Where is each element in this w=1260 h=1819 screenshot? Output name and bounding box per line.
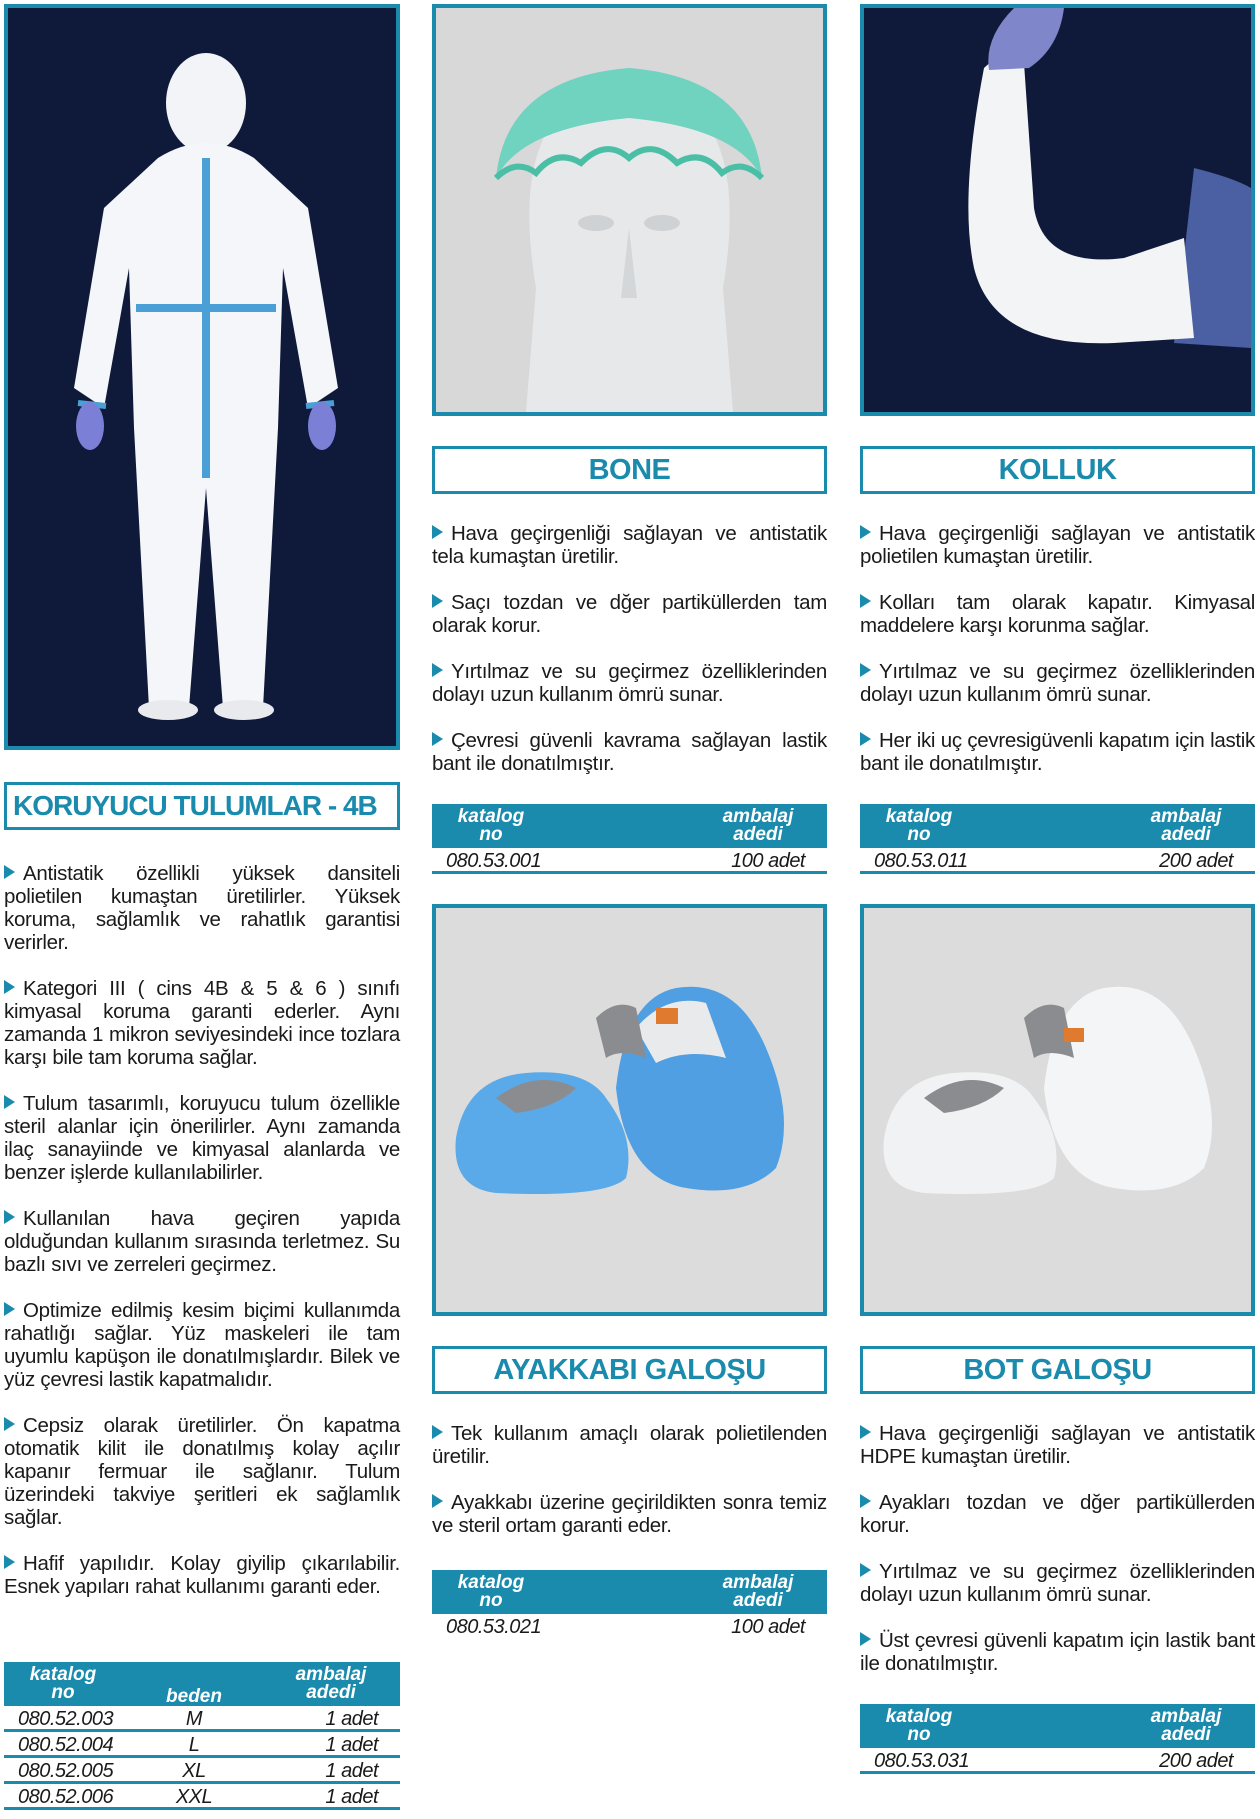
- coverall-photo: [4, 4, 400, 750]
- header-no: no: [907, 1724, 931, 1745]
- boot-cover-table: [860, 1704, 1255, 1774]
- cell-katalog: 080.52.006: [18, 1786, 114, 1808]
- header-katalog-no: [18, 1666, 108, 1702]
- header-ambalaj-adedi: [1131, 808, 1241, 844]
- sleeve-bullet: [860, 522, 1255, 568]
- cap-bullet-text: Saçı tozdan ve dğer partiküllerden tam olarak korur.: [432, 591, 827, 637]
- coverall-bullet-text: Tulum tasarımlı, koruyucu tulum özellikle steril alanlar için önerilirler. Aynı zamanda ilaç sanayiinde ve kimyasal alanlarda ve benzer işlerde kullanılabilirler.: [4, 1092, 400, 1184]
- coverall-suit-photo-icon: [8, 8, 396, 746]
- cell-katalog: 080.53.011: [874, 850, 968, 872]
- arrow-icon: [860, 732, 871, 746]
- white-boot-cover-photo-icon: [864, 908, 1251, 1312]
- boot-cover-bullet: [860, 1491, 1255, 1537]
- coverall-bullet: [4, 977, 400, 1069]
- sleeve-bullet-text: Yırtılmaz ve su geçirmez özelliklerinden dolayı uzun kullanım ömrü sunar.: [860, 660, 1255, 706]
- cap-title: BONE: [432, 446, 827, 494]
- coverall-bullet: [4, 1207, 400, 1276]
- cell-ambalaj: 1 adet: [325, 1708, 378, 1730]
- arrow-icon: [860, 1563, 871, 1577]
- boot-cover-bullet: [860, 1629, 1255, 1675]
- sleeve-table: [860, 804, 1255, 874]
- shoe-cover-bullet-text: Ayakkabı üzerine geçirildikten sonra temiz ve steril ortam garanti eder.: [432, 1491, 827, 1537]
- boot-cover-bullet-text: Üst çevresi güvenli kapatım için lastik bant ile donatılmıştır.: [860, 1629, 1255, 1675]
- table-row: [4, 1784, 400, 1810]
- sleeve-photo: [860, 4, 1255, 416]
- cap-bullet: [432, 729, 827, 775]
- shoe-cover-table: [432, 1570, 827, 1640]
- cell-beden: XXL: [175, 1786, 213, 1808]
- header-ambalaj-adedi: [1131, 1708, 1241, 1744]
- header-katalog-no: [874, 1708, 964, 1744]
- header-katalog-no: [446, 1574, 536, 1610]
- header-no: no: [907, 824, 931, 845]
- header-adedi: adedi: [733, 824, 783, 845]
- cap-bullet: [432, 660, 827, 706]
- coverall-bullets: [4, 862, 400, 1621]
- coverall-bullet-text: Hafif yapılıdır. Kolay giyilip çıkarılabilir. Esnek yapıları rahat kullanımı garanti eder.: [4, 1552, 400, 1598]
- cap-bullet-text: Çevresi güvenli kavrama sağlayan lastik bant ile donatılmıştır.: [432, 729, 827, 775]
- boot-cover-bullets: [860, 1422, 1255, 1698]
- arrow-icon: [432, 525, 443, 539]
- table-row: [4, 1732, 400, 1758]
- boot-cover-bullet-text: Ayakları tozdan ve dğer partiküllerden korur.: [860, 1491, 1255, 1537]
- cap-bullet-text: Yırtılmaz ve su geçirmez özelliklerinden dolayı uzun kullanım ömrü sunar.: [432, 660, 827, 706]
- arrow-icon: [4, 980, 15, 994]
- coverall-bullet: [4, 1414, 400, 1529]
- boot-cover-photo: [860, 904, 1255, 1316]
- cap-photo: [432, 4, 827, 416]
- arrow-icon: [432, 663, 443, 677]
- cell-ambalaj: 100 adet: [731, 1616, 805, 1638]
- arrow-icon: [432, 732, 443, 746]
- sleeve-bullet-text: Hava geçirgenliği sağlayan ve antistatik polietilen kumaştan üretilir.: [860, 522, 1255, 568]
- cell-katalog: 080.53.001: [446, 850, 542, 872]
- cell-ambalaj: 1 adet: [325, 1734, 378, 1756]
- shoe-cover-photo: [432, 904, 827, 1316]
- coverall-bullet-text: Kategori III ( cins 4B & 5 & 6 ) sınıfı kimyasal koruma garanti ederler. Aynı zamanda 1 mikron seviyesindeki ince tozlara karşı bile tam koruma sağlar.: [4, 977, 400, 1069]
- header-katalog: katalog: [457, 1572, 525, 1593]
- header-ambalaj: ambalaj: [295, 1664, 367, 1685]
- header-katalog: katalog: [885, 806, 953, 827]
- cap-bullets: [432, 522, 827, 798]
- arrow-icon: [860, 525, 871, 539]
- cell-ambalaj: 100 adet: [731, 850, 805, 872]
- arrow-icon: [4, 1210, 15, 1224]
- table-row: [4, 1758, 400, 1784]
- boot-cover-bullet-text: Yırtılmaz ve su geçirmez özelliklerinden dolayı uzun kullanım ömrü sunar.: [860, 1560, 1255, 1606]
- cap-table: [432, 804, 827, 874]
- header-ambalaj: ambalaj: [722, 1572, 794, 1593]
- coverall-bullet: [4, 1552, 400, 1598]
- arrow-icon: [4, 865, 15, 879]
- table-header: [432, 804, 827, 848]
- sleeve-title: KOLLUK: [860, 446, 1255, 494]
- sleeve-bullets: [860, 522, 1255, 798]
- coverall-bullet-text: Optimize edilmiş kesim biçimi kullanımda rahatlığı sağlar. Yüz maskeleri ile tam uyumlu kapüşon ile donatılmışlardır. Bilek ve yüz çevresi lastik kapatmalıdır.: [4, 1299, 400, 1391]
- boot-cover-title: BOT GALOŞU: [860, 1346, 1255, 1394]
- table-row: [860, 848, 1255, 874]
- arrow-icon: [860, 1632, 871, 1646]
- cell-katalog: 080.53.021: [446, 1616, 542, 1638]
- table-row: [432, 848, 827, 874]
- sleeve-bullet-text: Her iki uç çevresigüvenli kapatım için lastik bant ile donatılmıştır.: [860, 729, 1255, 775]
- coverall-bullet-text: Cepsiz olarak üretilirler. Ön kapatma otomatik kilit ile donatılmış kolay açılır kapanır fermuar ile sağlanır. Tulum üzerindeki takviye şeritleri ek sağlamlık sağlar.: [4, 1414, 400, 1529]
- boot-cover-bullet: [860, 1560, 1255, 1606]
- header-katalog-no: [874, 808, 964, 844]
- header-ambalaj-adedi: [276, 1666, 386, 1702]
- arrow-icon: [4, 1095, 15, 1109]
- header-ambalaj: ambalaj: [1150, 806, 1222, 827]
- cell-ambalaj: 200 adet: [1159, 850, 1233, 872]
- arrow-icon: [860, 1494, 871, 1508]
- coverall-bullet: [4, 1092, 400, 1184]
- header-no: no: [479, 824, 503, 845]
- header-katalog: katalog: [885, 1706, 953, 1727]
- arrow-icon: [4, 1555, 15, 1569]
- blue-shoe-cover-photo-icon: [436, 908, 823, 1312]
- arrow-icon: [860, 1425, 871, 1439]
- header-adedi: adedi: [733, 1590, 783, 1611]
- header-adedi: adedi: [1161, 824, 1211, 845]
- shoe-cover-title: AYAKKABI GALOŞU: [432, 1346, 827, 1394]
- header-katalog-no: [446, 808, 536, 844]
- coverall-bullet-text: Kullanılan hava geçiren yapıda olduğundan kullanım sırasında terletmez. Su bazlı sıvı ve zerreleri geçirmez.: [4, 1207, 400, 1276]
- cell-katalog: 080.52.004: [18, 1734, 114, 1756]
- cap-bullet: [432, 522, 827, 568]
- coverall-title: KORUYUCU TULUMLAR - 4B: [4, 782, 400, 830]
- cell-beden: L: [188, 1734, 200, 1756]
- header-adedi: adedi: [306, 1682, 356, 1703]
- sleeve-bullet: [860, 660, 1255, 706]
- cell-katalog: 080.52.003: [18, 1708, 114, 1730]
- shoe-cover-bullets: [432, 1422, 827, 1560]
- boot-cover-bullet: [860, 1422, 1255, 1468]
- arrow-icon: [432, 594, 443, 608]
- cell-ambalaj: 1 adet: [325, 1786, 378, 1808]
- sleeve-cover-photo-icon: [864, 8, 1251, 412]
- cell-katalog: 080.53.031: [874, 1750, 970, 1772]
- arrow-icon: [860, 663, 871, 677]
- arrow-icon: [860, 594, 871, 608]
- table-header: [432, 1570, 827, 1614]
- boot-cover-bullet-text: Hava geçirgenliği sağlayan ve antistatik HDPE kumaştan üretilir.: [860, 1422, 1255, 1468]
- header-ambalaj: ambalaj: [722, 806, 794, 827]
- header-beden: beden: [166, 1686, 222, 1707]
- header-ambalaj-adedi: [703, 808, 813, 844]
- coverall-bullet-text: Antistatik özellikli yüksek dansiteli polietilen kumaştan üretilirler. Yüksek koruma, sağlamlık ve rahatlık garantisi verirler.: [4, 862, 400, 954]
- sleeve-bullet: [860, 591, 1255, 637]
- shoe-cover-bullet: [432, 1422, 827, 1468]
- header-katalog: katalog: [457, 806, 525, 827]
- cell-beden: XL: [182, 1760, 206, 1782]
- coverall-bullet: [4, 1299, 400, 1391]
- table-header: [860, 804, 1255, 848]
- cap-bullet-text: Hava geçirgenliği sağlayan ve antistatik tela kumaştan üretilir.: [432, 522, 827, 568]
- cell-ambalaj: 1 adet: [325, 1760, 378, 1782]
- table-row: [432, 1614, 827, 1640]
- shoe-cover-bullet: [432, 1491, 827, 1537]
- sleeve-bullet: [860, 729, 1255, 775]
- cell-beden: M: [185, 1708, 203, 1730]
- table-header: [4, 1662, 400, 1706]
- table-row: [4, 1706, 400, 1732]
- table-header: [860, 1704, 1255, 1748]
- bouffant-cap-photo-icon: [436, 8, 823, 412]
- header-no: no: [479, 1590, 503, 1611]
- header-ambalaj: ambalaj: [1150, 1706, 1222, 1727]
- cell-katalog: 080.52.005: [18, 1760, 114, 1782]
- cell-ambalaj: 200 adet: [1159, 1750, 1233, 1772]
- cap-bullet: [432, 591, 827, 637]
- arrow-icon: [4, 1302, 15, 1316]
- arrow-icon: [432, 1494, 443, 1508]
- header-ambalaj-adedi: [703, 1574, 813, 1610]
- arrow-icon: [4, 1417, 15, 1431]
- sleeve-bullet-text: Kolları tam olarak kapatır. Kimyasal maddelere karşı korunma sağlar.: [860, 591, 1255, 637]
- shoe-cover-bullet-text: Tek kullanım amaçlı olarak polietilenden üretilir.: [432, 1422, 827, 1468]
- arrow-icon: [432, 1425, 443, 1439]
- header-adedi: adedi: [1161, 1724, 1211, 1745]
- header-no: no: [51, 1682, 75, 1703]
- header-katalog: katalog: [29, 1664, 97, 1685]
- coverall-table: [4, 1662, 400, 1810]
- coverall-bullet: [4, 862, 400, 954]
- table-row: [860, 1748, 1255, 1774]
